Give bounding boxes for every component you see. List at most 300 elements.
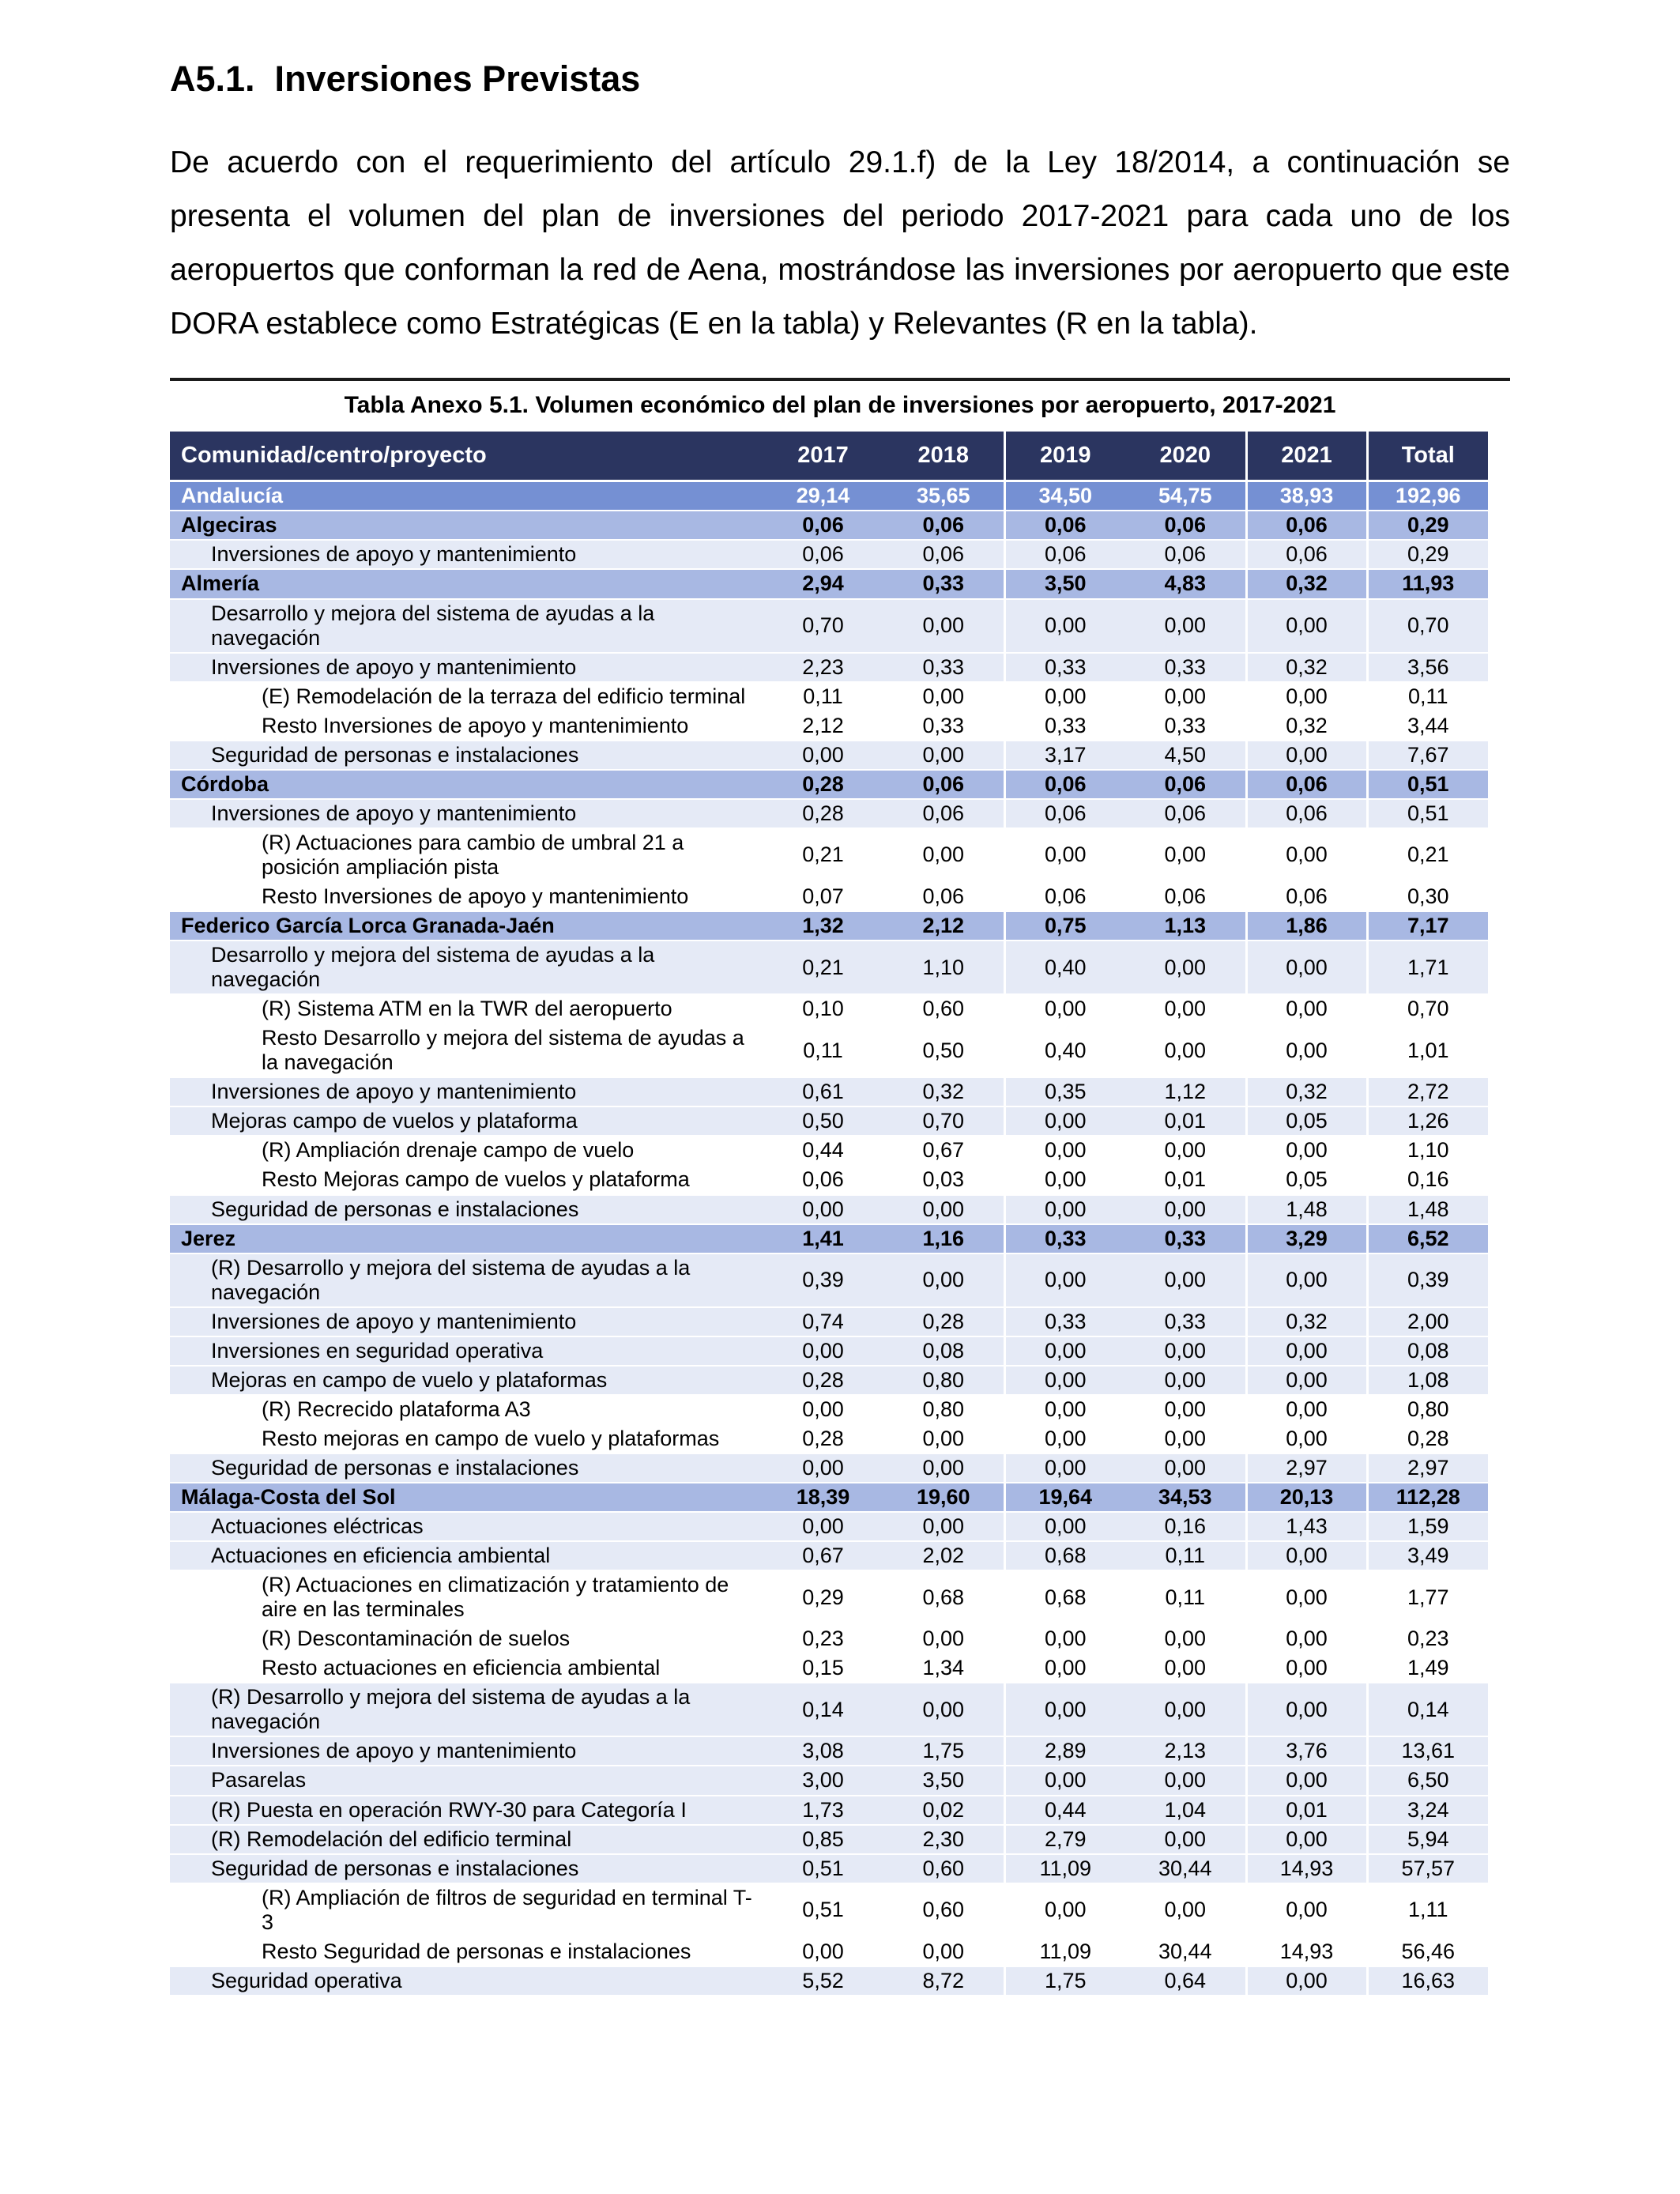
value-cell: 1,12 xyxy=(1125,1077,1246,1106)
row-label-cell: Andalucía xyxy=(170,481,763,511)
value-cell: 2,97 xyxy=(1246,1453,1367,1483)
table-row xyxy=(170,1570,1488,1624)
value-cell: 0,00 xyxy=(1004,1512,1125,1541)
row-label-cell: Córdoba xyxy=(170,770,763,799)
table-row xyxy=(170,1624,1488,1653)
value-cell: 1,32 xyxy=(763,911,883,941)
table-row xyxy=(170,599,1488,653)
value-cell: 0,00 xyxy=(763,741,883,770)
value-cell: 0,06 xyxy=(1125,770,1246,799)
row-label-cell: Desarrollo y mejora del sistema de ayudas a la navegación xyxy=(170,599,763,653)
table-row xyxy=(170,1307,1488,1336)
value-cell: 0,33 xyxy=(1125,653,1246,682)
value-cell: 0,06 xyxy=(1004,882,1125,911)
row-label-cell: Mejoras en campo de vuelo y plataformas xyxy=(170,1366,763,1395)
value-cell: 0,51 xyxy=(763,1883,883,1937)
value-cell: 0,01 xyxy=(1125,1106,1246,1136)
row-label-cell: (R) Sistema ATM en la TWR del aeropuerto xyxy=(170,994,763,1023)
table-row xyxy=(170,540,1488,569)
value-cell: 0,06 xyxy=(1125,511,1246,540)
row-label-cell: Mejoras campo de vuelos y plataforma xyxy=(170,1106,763,1136)
value-cell: 0,14 xyxy=(763,1683,883,1736)
table-row xyxy=(170,1883,1488,1937)
value-cell: 0,00 xyxy=(883,1683,1004,1736)
value-cell: 2,97 xyxy=(1367,1453,1488,1483)
value-cell: 0,00 xyxy=(1125,1883,1246,1937)
row-label-cell: Resto Inversiones de apoyo y mantenimiento xyxy=(170,882,763,911)
table-row xyxy=(170,1077,1488,1106)
value-cell: 0,33 xyxy=(1125,1307,1246,1336)
column-header-2019: 2019 xyxy=(1004,432,1125,481)
value-cell: 0,00 xyxy=(1246,599,1367,653)
row-label-cell: Resto Seguridad de personas e instalaciones xyxy=(170,1937,763,1966)
column-header-label: Comunidad/centro/proyecto xyxy=(170,432,763,481)
value-cell: 4,50 xyxy=(1125,741,1246,770)
value-cell: 0,00 xyxy=(763,1453,883,1483)
value-cell: 0,21 xyxy=(763,941,883,994)
value-cell: 0,23 xyxy=(763,1624,883,1653)
value-cell: 0,11 xyxy=(763,1023,883,1077)
value-cell: 0,80 xyxy=(883,1366,1004,1395)
value-cell: 0,00 xyxy=(1246,828,1367,882)
value-cell: 0,29 xyxy=(1367,511,1488,540)
value-cell: 1,26 xyxy=(1367,1106,1488,1136)
value-cell: 3,50 xyxy=(883,1766,1004,1795)
value-cell: 0,06 xyxy=(883,540,1004,569)
value-cell: 0,00 xyxy=(763,1195,883,1224)
value-cell: 0,68 xyxy=(883,1570,1004,1624)
value-cell: 0,00 xyxy=(1004,1653,1125,1683)
value-cell: 0,00 xyxy=(763,1395,883,1424)
value-cell: 3,29 xyxy=(1246,1224,1367,1253)
value-cell: 35,65 xyxy=(883,481,1004,511)
value-cell: 2,79 xyxy=(1004,1825,1125,1854)
value-cell: 3,49 xyxy=(1367,1541,1488,1570)
column-header-2017: 2017 xyxy=(763,432,883,481)
value-cell: 0,32 xyxy=(1246,569,1367,598)
row-label-cell: (R) Ampliación de filtros de seguridad en terminal T-3 xyxy=(170,1883,763,1937)
value-cell: 0,80 xyxy=(883,1395,1004,1424)
value-cell: 29,14 xyxy=(763,481,883,511)
value-cell: 0,00 xyxy=(1246,682,1367,711)
value-cell: 2,72 xyxy=(1367,1077,1488,1106)
value-cell: 20,13 xyxy=(1246,1483,1367,1512)
row-label-cell: Resto Inversiones de apoyo y mantenimiento xyxy=(170,711,763,741)
value-cell: 0,11 xyxy=(1125,1570,1246,1624)
value-cell: 2,02 xyxy=(883,1541,1004,1570)
value-cell: 13,61 xyxy=(1367,1736,1488,1766)
value-cell: 0,00 xyxy=(1004,1195,1125,1224)
row-label-cell: Resto Mejoras campo de vuelos y plataforma xyxy=(170,1165,763,1194)
value-cell: 0,00 xyxy=(1246,1395,1367,1424)
row-label-cell: Actuaciones eléctricas xyxy=(170,1512,763,1541)
value-cell: 0,00 xyxy=(883,682,1004,711)
value-cell: 0,00 xyxy=(883,1453,1004,1483)
value-cell: 0,02 xyxy=(883,1796,1004,1825)
value-cell: 18,39 xyxy=(763,1483,883,1512)
table-row xyxy=(170,1766,1488,1795)
value-cell: 0,33 xyxy=(1004,653,1125,682)
table-row xyxy=(170,828,1488,882)
value-cell: 0,00 xyxy=(1125,941,1246,994)
value-cell: 1,48 xyxy=(1246,1195,1367,1224)
value-cell: 0,00 xyxy=(1004,1395,1125,1424)
value-cell: 0,00 xyxy=(883,1424,1004,1453)
value-cell: 0,00 xyxy=(1125,1395,1246,1424)
table-row xyxy=(170,1336,1488,1366)
value-cell: 0,75 xyxy=(1004,911,1125,941)
value-cell: 0,00 xyxy=(1246,1825,1367,1854)
value-cell: 0,00 xyxy=(1004,1106,1125,1136)
row-label-cell: (R) Ampliación drenaje campo de vuelo xyxy=(170,1136,763,1165)
value-cell: 0,00 xyxy=(883,1253,1004,1307)
table-row xyxy=(170,1653,1488,1683)
table-row xyxy=(170,1541,1488,1570)
page-content xyxy=(170,58,1510,1996)
row-label-cell: Resto Desarrollo y mejora del sistema de ayudas a la navegación xyxy=(170,1023,763,1077)
value-cell: 3,08 xyxy=(763,1736,883,1766)
value-cell: 0,11 xyxy=(763,682,883,711)
column-header-total: Total xyxy=(1367,432,1488,481)
value-cell: 19,64 xyxy=(1004,1483,1125,1512)
row-label-cell: (R) Actuaciones para cambio de umbral 21 a posición ampliación pista xyxy=(170,828,763,882)
value-cell: 0,21 xyxy=(763,828,883,882)
value-cell: 0,07 xyxy=(763,882,883,911)
value-cell: 0,29 xyxy=(763,1570,883,1624)
value-cell: 0,06 xyxy=(883,882,1004,911)
value-cell: 0,40 xyxy=(1004,1023,1125,1077)
value-cell: 4,83 xyxy=(1125,569,1246,598)
table-row xyxy=(170,1366,1488,1395)
table-row xyxy=(170,1224,1488,1253)
row-label-cell: (R) Puesta en operación RWY-30 para Categoría I xyxy=(170,1796,763,1825)
value-cell: 0,33 xyxy=(883,569,1004,598)
value-cell: 0,32 xyxy=(1246,1307,1367,1336)
value-cell: 0,00 xyxy=(1004,1624,1125,1653)
value-cell: 3,56 xyxy=(1367,653,1488,682)
row-label-cell: (R) Desarrollo y mejora del sistema de ayudas a la navegación xyxy=(170,1683,763,1736)
value-cell: 0,00 xyxy=(1125,1766,1246,1795)
value-cell: 0,50 xyxy=(763,1106,883,1136)
value-cell: 1,34 xyxy=(883,1653,1004,1683)
value-cell: 0,00 xyxy=(883,1195,1004,1224)
value-cell: 6,52 xyxy=(1367,1224,1488,1253)
table-row xyxy=(170,511,1488,540)
value-cell: 0,44 xyxy=(1004,1796,1125,1825)
value-cell: 0,01 xyxy=(1246,1796,1367,1825)
value-cell: 0,33 xyxy=(1004,1307,1125,1336)
value-cell: 6,50 xyxy=(1367,1766,1488,1795)
value-cell: 0,00 xyxy=(1004,1165,1125,1194)
value-cell: 54,75 xyxy=(1125,481,1246,511)
value-cell: 0,00 xyxy=(1125,1195,1246,1224)
value-cell: 3,50 xyxy=(1004,569,1125,598)
value-cell: 0,51 xyxy=(763,1854,883,1883)
table-row xyxy=(170,1106,1488,1136)
value-cell: 0,06 xyxy=(763,1165,883,1194)
value-cell: 0,06 xyxy=(1246,540,1367,569)
value-cell: 0,00 xyxy=(1125,599,1246,653)
value-cell: 0,00 xyxy=(1246,1624,1367,1653)
table-header-row xyxy=(170,432,1488,481)
value-cell: 0,06 xyxy=(1246,511,1367,540)
value-cell: 0,32 xyxy=(1246,653,1367,682)
value-cell: 11,09 xyxy=(1004,1854,1125,1883)
value-cell: 0,28 xyxy=(763,1366,883,1395)
table-row xyxy=(170,1395,1488,1424)
value-cell: 0,33 xyxy=(1004,711,1125,741)
value-cell: 1,10 xyxy=(883,941,1004,994)
value-cell: 0,05 xyxy=(1246,1165,1367,1194)
value-cell: 0,00 xyxy=(1004,1253,1125,1307)
value-cell: 3,76 xyxy=(1246,1736,1367,1766)
table-row xyxy=(170,882,1488,911)
value-cell: 3,44 xyxy=(1367,711,1488,741)
column-header-2020: 2020 xyxy=(1125,432,1246,481)
value-cell: 0,06 xyxy=(1125,799,1246,828)
table-row xyxy=(170,911,1488,941)
value-cell: 0,67 xyxy=(883,1136,1004,1165)
value-cell: 0,06 xyxy=(1125,882,1246,911)
value-cell: 0,06 xyxy=(883,770,1004,799)
table-row xyxy=(170,682,1488,711)
value-cell: 0,00 xyxy=(1004,1336,1125,1366)
value-cell: 0,00 xyxy=(1246,741,1367,770)
value-cell: 0,03 xyxy=(883,1165,1004,1194)
value-cell: 0,70 xyxy=(1367,599,1488,653)
row-label-cell: (R) Remodelación del edificio terminal xyxy=(170,1825,763,1854)
table-title: Tabla Anexo 5.1. Volumen económico del plan de inversiones por aeropuerto, 2017-2021 xyxy=(344,392,1336,418)
investments-table xyxy=(170,432,1488,1996)
value-cell: 0,00 xyxy=(1125,682,1246,711)
value-cell: 0,00 xyxy=(1004,1453,1125,1483)
value-cell: 0,00 xyxy=(1125,1683,1246,1736)
value-cell: 0,06 xyxy=(883,799,1004,828)
row-label-cell: Seguridad de personas e instalaciones xyxy=(170,741,763,770)
value-cell: 0,00 xyxy=(883,1512,1004,1541)
value-cell: 0,67 xyxy=(763,1541,883,1570)
table-row xyxy=(170,1937,1488,1966)
value-cell: 0,00 xyxy=(1004,994,1125,1023)
table-row xyxy=(170,941,1488,994)
value-cell: 1,77 xyxy=(1367,1570,1488,1624)
horizontal-divider xyxy=(170,378,1510,381)
value-cell: 0,00 xyxy=(1246,1683,1367,1736)
value-cell: 0,00 xyxy=(1246,1883,1367,1937)
table-row xyxy=(170,799,1488,828)
value-cell: 0,00 xyxy=(1125,1624,1246,1653)
value-cell: 0,06 xyxy=(1125,540,1246,569)
row-label-cell: (R) Descontaminación de suelos xyxy=(170,1624,763,1653)
value-cell: 16,63 xyxy=(1367,1966,1488,1996)
value-cell: 0,00 xyxy=(1246,941,1367,994)
value-cell: 0,00 xyxy=(1125,828,1246,882)
value-cell: 0,00 xyxy=(1125,1253,1246,1307)
row-label-cell: Inversiones en seguridad operativa xyxy=(170,1336,763,1366)
value-cell: 0,00 xyxy=(763,1336,883,1366)
value-cell: 0,28 xyxy=(763,770,883,799)
value-cell: 0,11 xyxy=(1125,1541,1246,1570)
value-cell: 0,00 xyxy=(1246,1541,1367,1570)
value-cell: 0,51 xyxy=(1367,770,1488,799)
value-cell: 0,00 xyxy=(1125,1453,1246,1483)
value-cell: 0,00 xyxy=(1004,599,1125,653)
value-cell: 0,16 xyxy=(1367,1165,1488,1194)
row-label-cell: Seguridad operativa xyxy=(170,1966,763,1996)
value-cell: 0,64 xyxy=(1125,1966,1246,1996)
value-cell: 0,40 xyxy=(1004,941,1125,994)
value-cell: 7,67 xyxy=(1367,741,1488,770)
value-cell: 1,01 xyxy=(1367,1023,1488,1077)
table-row xyxy=(170,1253,1488,1307)
row-label-cell: Seguridad de personas e instalaciones xyxy=(170,1195,763,1224)
value-cell: 0,05 xyxy=(1246,1106,1367,1136)
value-cell: 1,43 xyxy=(1246,1512,1367,1541)
value-cell: 0,06 xyxy=(1246,799,1367,828)
row-label-cell: Federico García Lorca Granada-Jaén xyxy=(170,911,763,941)
value-cell: 0,00 xyxy=(1246,1653,1367,1683)
value-cell: 0,00 xyxy=(1246,1966,1367,1996)
table-row xyxy=(170,711,1488,741)
value-cell: 0,44 xyxy=(763,1136,883,1165)
value-cell: 2,30 xyxy=(883,1825,1004,1854)
value-cell: 0,00 xyxy=(883,1937,1004,1966)
value-cell: 0,39 xyxy=(1367,1253,1488,1307)
value-cell: 0,16 xyxy=(1125,1512,1246,1541)
value-cell: 0,15 xyxy=(763,1653,883,1683)
value-cell: 0,00 xyxy=(1246,1023,1367,1077)
value-cell: 38,93 xyxy=(1246,481,1367,511)
value-cell: 0,00 xyxy=(1125,1653,1246,1683)
value-cell: 192,96 xyxy=(1367,481,1488,511)
row-label-cell: Inversiones de apoyo y mantenimiento xyxy=(170,1077,763,1106)
value-cell: 0,68 xyxy=(1004,1570,1125,1624)
value-cell: 0,70 xyxy=(883,1106,1004,1136)
value-cell: 0,74 xyxy=(763,1307,883,1336)
table-row xyxy=(170,1023,1488,1077)
value-cell: 0,06 xyxy=(883,511,1004,540)
value-cell: 0,00 xyxy=(1246,1570,1367,1624)
value-cell: 0,23 xyxy=(1367,1624,1488,1653)
value-cell: 1,11 xyxy=(1367,1883,1488,1937)
value-cell: 14,93 xyxy=(1246,1937,1367,1966)
row-label-cell: Seguridad de personas e instalaciones xyxy=(170,1854,763,1883)
value-cell: 0,11 xyxy=(1367,682,1488,711)
value-cell: 0,28 xyxy=(763,799,883,828)
value-cell: 2,13 xyxy=(1125,1736,1246,1766)
value-cell: 0,00 xyxy=(1004,1766,1125,1795)
value-cell: 0,61 xyxy=(763,1077,883,1106)
value-cell: 3,17 xyxy=(1004,741,1125,770)
table-row xyxy=(170,481,1488,511)
value-cell: 0,00 xyxy=(883,599,1004,653)
value-cell: 34,53 xyxy=(1125,1483,1246,1512)
row-label-cell: Inversiones de apoyo y mantenimiento xyxy=(170,1736,763,1766)
value-cell: 0,32 xyxy=(1246,711,1367,741)
table-row xyxy=(170,1736,1488,1766)
row-label-cell: Jerez xyxy=(170,1224,763,1253)
value-cell: 1,10 xyxy=(1367,1136,1488,1165)
row-label-cell: (R) Recrecido plataforma A3 xyxy=(170,1395,763,1424)
value-cell: 1,04 xyxy=(1125,1796,1246,1825)
value-cell: 0,00 xyxy=(1246,1766,1367,1795)
value-cell: 0,70 xyxy=(763,599,883,653)
value-cell: 1,71 xyxy=(1367,941,1488,994)
value-cell: 14,93 xyxy=(1246,1854,1367,1883)
value-cell: 30,44 xyxy=(1125,1937,1246,1966)
value-cell: 0,60 xyxy=(883,1854,1004,1883)
value-cell: 0,51 xyxy=(1367,799,1488,828)
value-cell: 0,00 xyxy=(1125,1023,1246,1077)
value-cell: 0,00 xyxy=(1246,1253,1367,1307)
value-cell: 2,12 xyxy=(763,711,883,741)
value-cell: 1,75 xyxy=(1004,1966,1125,1996)
value-cell: 2,94 xyxy=(763,569,883,598)
value-cell: 0,33 xyxy=(883,711,1004,741)
value-cell: 3,24 xyxy=(1367,1796,1488,1825)
table-row xyxy=(170,1966,1488,1996)
value-cell: 1,86 xyxy=(1246,911,1367,941)
intro-paragraph: De acuerdo con el requerimiento del artículo 29.1.f) de la Ley 18/2014, a continuación se presenta el volumen del plan de inversiones del periodo 2017-2021 para cada uno de los aeropuertos que conforman la red de Aena, mostrándose las inversiones por aeropuerto que este DORA establece como Estratégicas (E en la tabla) y Relevantes (R en la tabla). xyxy=(170,145,1510,341)
value-cell: 0,00 xyxy=(763,1512,883,1541)
value-cell: 0,10 xyxy=(763,994,883,1023)
value-cell: 11,93 xyxy=(1367,569,1488,598)
value-cell: 1,59 xyxy=(1367,1512,1488,1541)
row-label-cell: (R) Desarrollo y mejora del sistema de ayudas a la navegación xyxy=(170,1253,763,1307)
value-cell: 0,00 xyxy=(1004,682,1125,711)
value-cell: 0,01 xyxy=(1125,1165,1246,1194)
row-label-cell: Desarrollo y mejora del sistema de ayudas a la navegación xyxy=(170,941,763,994)
value-cell: 0,29 xyxy=(1367,540,1488,569)
value-cell: 0,35 xyxy=(1004,1077,1125,1106)
value-cell: 0,00 xyxy=(1246,1366,1367,1395)
value-cell: 0,33 xyxy=(1125,711,1246,741)
value-cell: 0,00 xyxy=(883,1624,1004,1653)
value-cell: 56,46 xyxy=(1367,1937,1488,1966)
value-cell: 0,00 xyxy=(883,828,1004,882)
value-cell: 0,00 xyxy=(1246,1336,1367,1366)
value-cell: 0,00 xyxy=(1246,1136,1367,1165)
row-label-cell: Inversiones de apoyo y mantenimiento xyxy=(170,653,763,682)
value-cell: 0,00 xyxy=(1125,1825,1246,1854)
value-cell: 0,50 xyxy=(883,1023,1004,1077)
value-cell: 0,14 xyxy=(1367,1683,1488,1736)
value-cell: 0,06 xyxy=(1004,799,1125,828)
value-cell: 0,00 xyxy=(1004,1424,1125,1453)
value-cell: 0,80 xyxy=(1367,1395,1488,1424)
value-cell: 1,08 xyxy=(1367,1366,1488,1395)
row-label-cell: Resto mejoras en campo de vuelo y plataformas xyxy=(170,1424,763,1453)
value-cell: 3,00 xyxy=(763,1766,883,1795)
row-label-cell: Algeciras xyxy=(170,511,763,540)
value-cell: 0,60 xyxy=(883,994,1004,1023)
row-label-cell: Pasarelas xyxy=(170,1766,763,1795)
value-cell: 8,72 xyxy=(883,1966,1004,1996)
value-cell: 0,08 xyxy=(883,1336,1004,1366)
value-cell: 5,52 xyxy=(763,1966,883,1996)
row-label-cell: (E) Remodelación de la terraza del edificio terminal xyxy=(170,682,763,711)
table-row xyxy=(170,770,1488,799)
value-cell: 0,06 xyxy=(763,511,883,540)
value-cell: 0,00 xyxy=(1125,1366,1246,1395)
value-cell: 0,00 xyxy=(1004,828,1125,882)
value-cell: 0,33 xyxy=(1125,1224,1246,1253)
row-label-cell: Almería xyxy=(170,569,763,598)
table-row xyxy=(170,1796,1488,1825)
value-cell: 5,94 xyxy=(1367,1825,1488,1854)
value-cell: 2,00 xyxy=(1367,1307,1488,1336)
value-cell: 0,32 xyxy=(883,1077,1004,1106)
